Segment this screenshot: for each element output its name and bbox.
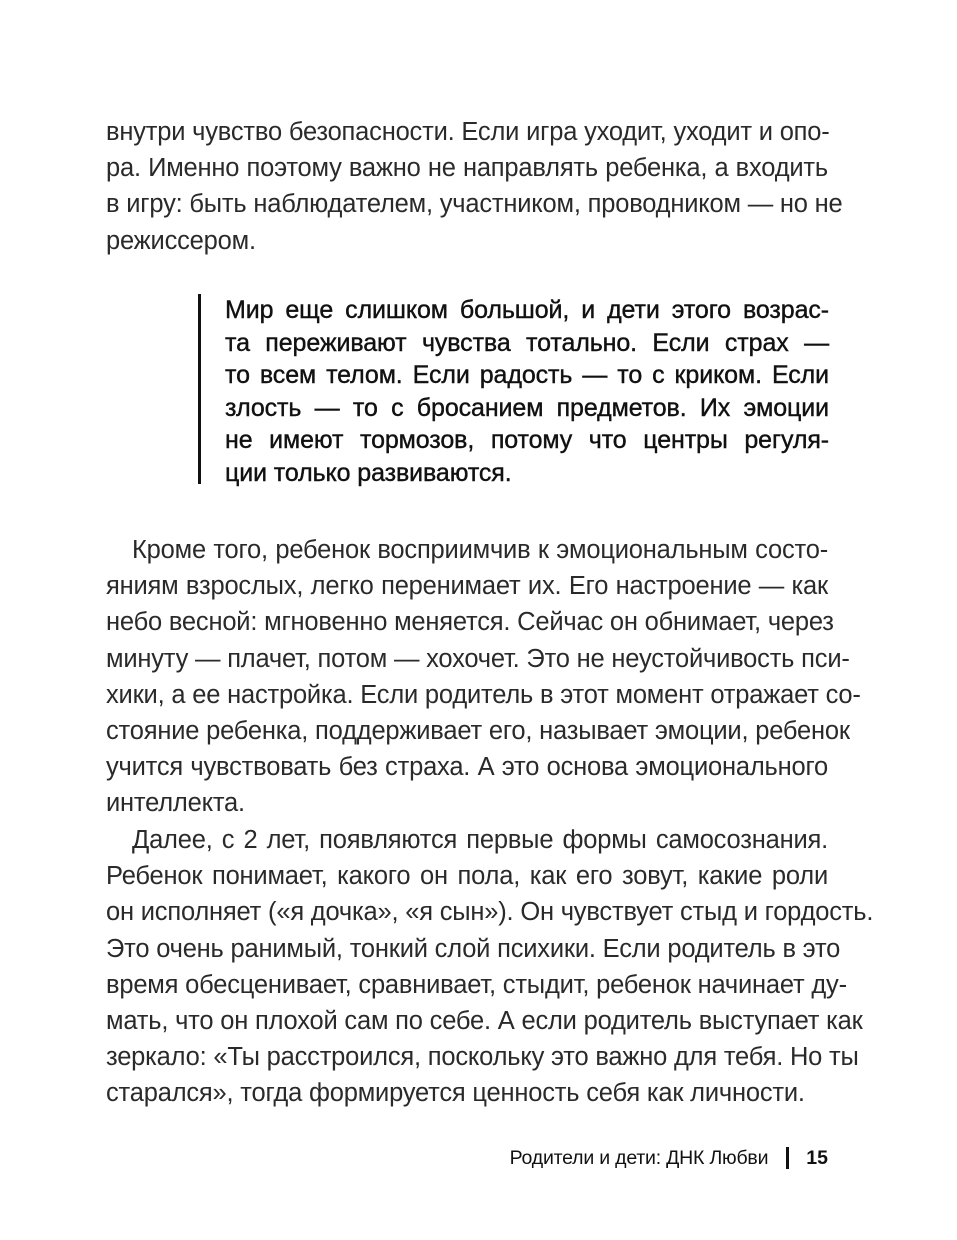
text-line: старался», тогда формируется ценность себя как личности.	[106, 1079, 805, 1108]
text-line: интеллекта.	[106, 789, 245, 818]
text-line: хики, а ее настройка. Если родитель в этот момент отражает со-	[106, 680, 861, 709]
footer-divider	[786, 1147, 789, 1169]
pull-quote-text	[225, 294, 829, 490]
quote-line: злость — то с бросанием предметов. Их эмоции	[225, 393, 829, 422]
text-line: зеркало: «Ты расстроился, поскольку это важно для тебя. Но ты	[106, 1043, 859, 1072]
text-line: ра. Именно поэтому важно не направлять ребенка, а входить	[106, 154, 828, 183]
text-line: Ребенок понимает, какого он пола, как его зовут, какие роли	[106, 862, 828, 891]
text-line: стояние ребенка, поддерживает его, называет эмоции, ребенок	[106, 717, 850, 746]
pull-quote	[198, 294, 831, 487]
text-line: Кроме того, ребенок восприимчив к эмоциональным состо-	[132, 536, 828, 564]
text-line: учится чувствовать без страха. А это основа эмоционального	[106, 753, 828, 782]
text-line: мать, что он плохой сам по себе. А если родитель выступает как	[106, 1007, 863, 1036]
text-line: Далее, с 2 лет, появляются первые формы самосознания.	[132, 826, 828, 854]
text-line: время обесценивает, сравнивает, стыдит, ребенок начинает ду-	[106, 970, 847, 999]
paragraph-emotional-states	[106, 532, 861, 822]
quote-line: ции только развиваются.	[225, 458, 512, 487]
quote-line: то всем телом. Если радость — то с криком. Если	[225, 361, 829, 390]
page-number: 15	[806, 1146, 828, 1169]
quote-line: не имеют тормозов, потому что центры регуля-	[225, 426, 829, 455]
text-line: внутри чувство безопасности. Если игра уходит, уходит и опо-	[106, 118, 830, 146]
page-footer	[460, 1143, 828, 1173]
text-line: яниям взрослых, легко перенимает их. Его настроение — как	[106, 572, 828, 601]
running-title: Родители и дети: ДНК Любви	[509, 1146, 769, 1169]
text-line: в игру: быть наблюдателем, участником, проводником — но не	[106, 190, 843, 219]
paragraph-self-awareness	[106, 822, 874, 1112]
text-line: он исполняет («я дочка», «я сын»). Он чувствует стыд и гордость.	[106, 898, 874, 927]
paragraph-continued	[106, 114, 843, 259]
text-line: минуту — плачет, потом — хохочет. Это не неустойчивость пси-	[106, 644, 850, 673]
text-line: небо весной: мгновенно меняется. Сейчас он обнимает, через	[106, 608, 834, 637]
quote-line: та переживают чувства тотально. Если страх —	[225, 328, 829, 357]
text-line: режиссером.	[106, 226, 256, 255]
quote-line: Мир еще слишком большой, и дети этого возрас-	[225, 296, 829, 324]
text-line: Это очень ранимый, тонкий слой психики. Если родитель в это	[106, 934, 841, 963]
